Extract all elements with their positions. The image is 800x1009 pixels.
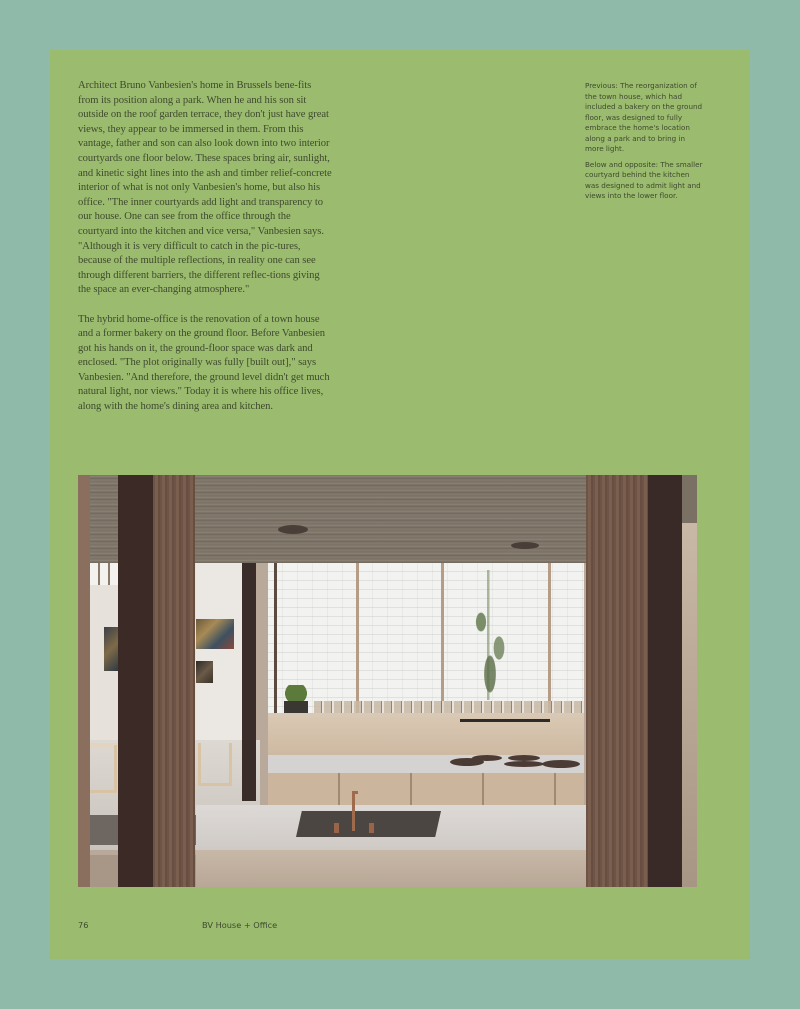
kitchen-photo (78, 475, 697, 887)
caption-previous: Previous: The reorganization of the town house, which had included a bakery on the ground floor, was designed to fully embrace the home's location along a park and to bring in more light. (585, 81, 703, 153)
hob-burner (504, 761, 544, 767)
island-front (196, 850, 586, 887)
hob-burner (472, 755, 502, 761)
wall-panel (682, 523, 697, 887)
tap-handle (334, 823, 339, 833)
concrete-ceiling (682, 475, 697, 523)
backsplash (268, 717, 584, 757)
dining-chair (90, 745, 117, 793)
extractor-vent (460, 719, 550, 722)
dark-column (648, 475, 682, 887)
window-mullion (441, 563, 444, 713)
article-body (78, 79, 332, 429)
wood-column (153, 475, 195, 887)
climbing-plant (463, 570, 523, 700)
tap-handle (369, 823, 374, 833)
brick-wall-texture (268, 563, 584, 713)
dark-frame (242, 563, 256, 801)
faucet (352, 791, 355, 831)
window-mullion (356, 563, 359, 713)
wood-column (586, 475, 648, 887)
caption-below-opposite: Below and opposite: The smaller courtyard behind the kitchen was designed to admit light and views into the lower floor. (585, 159, 703, 200)
dark-column (118, 475, 154, 887)
article-paragraph: Architect Bruno Vanbesien's home in Brussels bene-fits from its position along a park. When he and his son sit outside on the roof garden terrace, they don't just have great views, they appear to be immersed in them. From this vantage, father and son can also look down into two interior courtyards one floor below. These spaces bring air, sunlight, and kinetic sight lines into the ash and timber relief-concrete interior of what is not only Vanbesien's home, but also his office. "The inner courtyards add light and transparency to our house. One can see from the office through the courtyard into the kitchen and vice versa," Vanbesien says. "Although it is very difficult to catch in the pic-tures, because of the multiple reflections, in reality one can see through different barriers, the different reflec-tions giving the space an ever-changing atmosphere." (78, 80, 332, 296)
window-mullion (274, 563, 277, 713)
ceiling-downlight (511, 542, 539, 549)
article-paragraph: The hybrid home-office is the renovation of a town house and a former bakery on the ground floor. Before Vanbesien got his hands on it, the ground-floor space was dark and enclosed. "The plot originally was fully [built out]," says Vanbesien. "And therefore, the ground level didn't get much natural light, nor views." Today it is where his office lives, along with the home's dining area and kitchen. (78, 313, 330, 413)
kitchen-cabinets (268, 773, 584, 805)
hob-burner (542, 760, 580, 768)
running-title: BV House + Office (202, 920, 278, 930)
ceiling-downlight (278, 525, 308, 534)
artwork (196, 661, 213, 683)
page-number: 76 (78, 920, 89, 930)
wood-column (78, 475, 90, 887)
window-mullion (548, 563, 551, 713)
magazine-page (50, 50, 750, 959)
dining-chair (198, 743, 232, 786)
photo-captions (585, 81, 703, 207)
artwork (196, 619, 234, 649)
artwork (104, 627, 118, 671)
faucet-spout (352, 791, 358, 794)
